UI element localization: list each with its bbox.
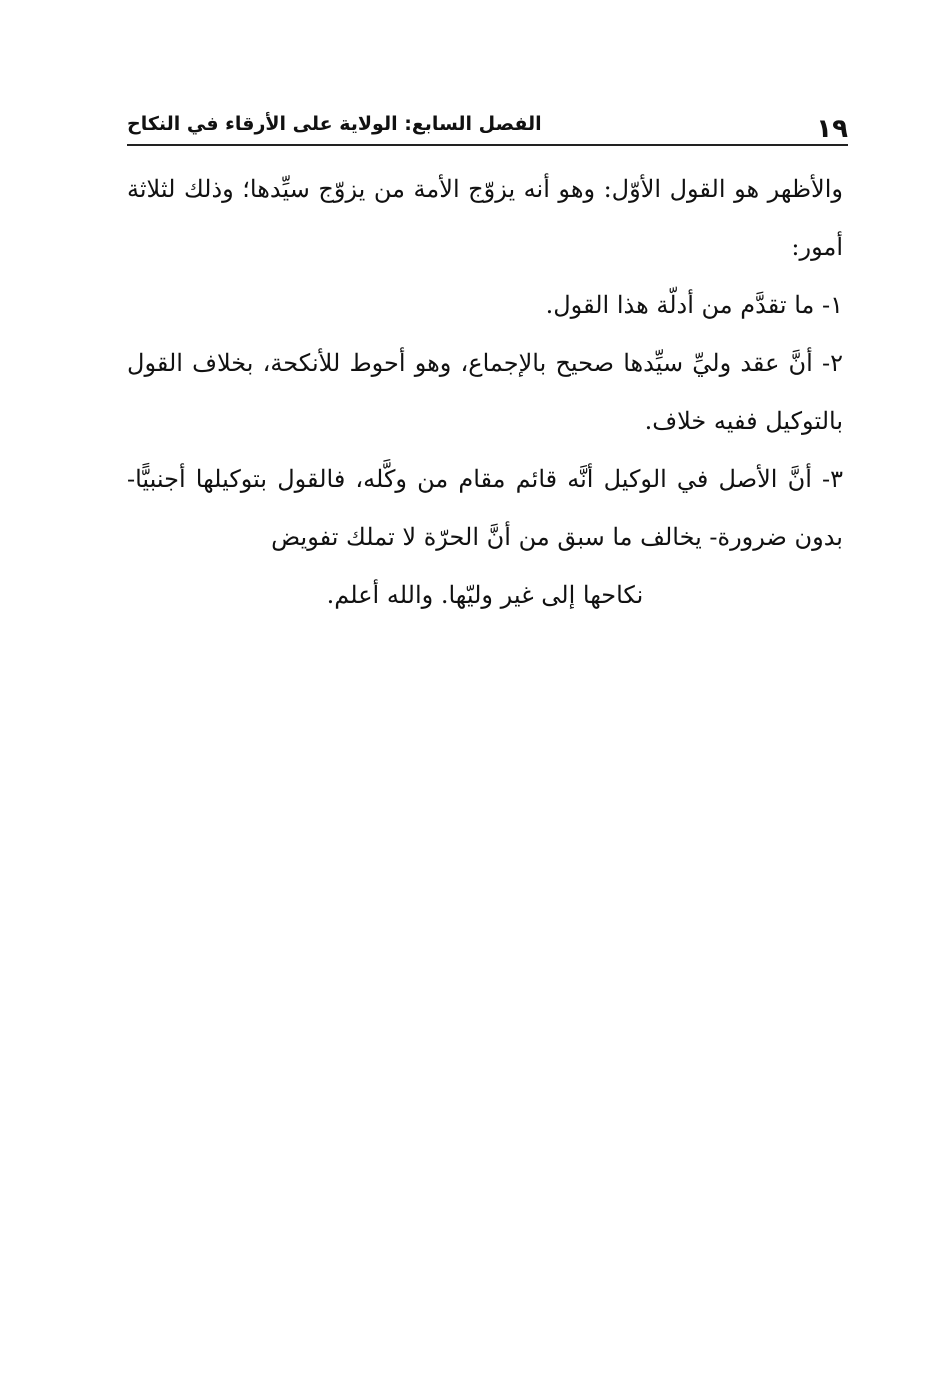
running-title: الفصل السابع: الولاية على الأرقاء في النكاح: [127, 113, 542, 135]
point-3: ٣- أنَّ الأصل في الوكيل أنَّه قائم مقام من وكَّله، فالقول بتوكيلها أجنبيًّا- بدون ضرورة- يخالف ما سبق من أنَّ الحرّة لا تملك تفويض: [127, 465, 843, 551]
point-1: ١- ما تقدَّم من أدلّة هذا القول.: [545, 291, 843, 319]
body-text: [127, 160, 843, 624]
page-number: ١٩: [816, 114, 848, 144]
page-header: [127, 108, 848, 146]
intro-paragraph: والأظهر هو القول الأوّل: وهو أنه يزوّج الأمة من يزوّج سيِّدها؛ وذلك لثلاثة أمور:: [127, 175, 843, 261]
point-2: ٢- أنَّ عقد وليِّ سيِّدها صحيح بالإجماع، وهو أحوط للأنكحة، بخلاف القول بالتوكيل ففيه خلاف.: [127, 349, 843, 435]
header-rule: [127, 144, 848, 146]
point-3-closing: نكاحها إلى غير وليّها. والله أعلم.: [326, 581, 644, 609]
